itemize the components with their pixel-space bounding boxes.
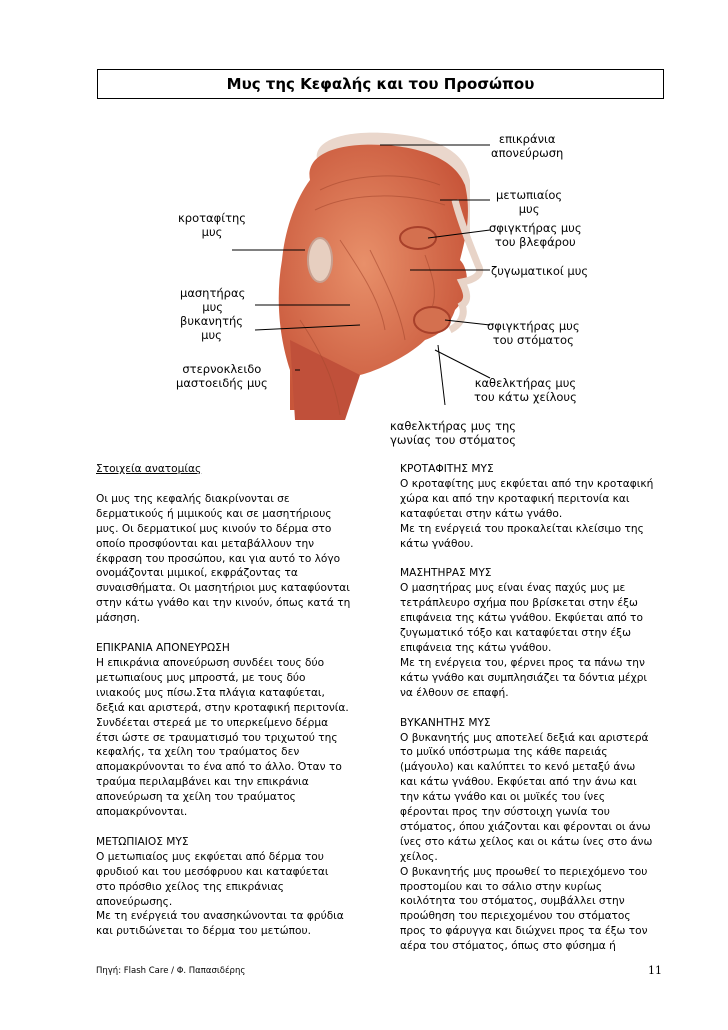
label-epikrania-aponeurosi: επικράνια απονεύρωση bbox=[491, 132, 564, 160]
mouth-orbit bbox=[414, 307, 450, 333]
label-krotafitis-mys: κροταφίτης μυς bbox=[178, 211, 247, 239]
label-zygomatikoi-mys: ζυγωματικοί μυς bbox=[491, 264, 589, 278]
text-line: κοιλότητα του στόματος, συμβάλλει στην bbox=[400, 895, 625, 908]
text-line: Ο μασητήρας μυς είναι ένας παχύς μυς με bbox=[400, 582, 626, 595]
text-line: δερματικούς ή μιμικούς και σε μασητήριους bbox=[96, 507, 332, 520]
text-line: ζυγωματικό τόξο και καταφύεται στην έξω bbox=[400, 627, 631, 640]
label-sfigktiras-vlefarou: σφιγκτήρας μυς του βλεφάρου bbox=[489, 221, 582, 249]
page-number: 11 bbox=[648, 964, 662, 977]
text-line: επιφάνεια της κάτω γνάθου. Εκφύεται από το bbox=[400, 612, 643, 625]
text-line: Με τη ενέργειά του προκαλείται κλείσιμο της bbox=[400, 522, 644, 535]
text-line: απομακρύνονται το ένα από το άλλο. Όταν το bbox=[96, 761, 342, 774]
text-line: χείλος. bbox=[400, 850, 438, 863]
text-line: φρυδιού και του μεσόφρυου και καταφύεται bbox=[96, 865, 329, 878]
label-sternokleidomastoeidis: στερνοκλειδο μαστοειδής μυς bbox=[176, 362, 268, 390]
text-line: προώθηση του περιεχομένου του στόματος bbox=[400, 910, 631, 923]
label-vykanitis-mys: βυκανητής μυς bbox=[180, 314, 244, 342]
title-box bbox=[97, 69, 664, 99]
text-line: μυς. Οι δερματικοί μυς κινούν το δέρμα στο bbox=[96, 522, 332, 535]
footer-source: Πηγή: Flash Care / Φ. Παπασιδέρης bbox=[96, 966, 246, 976]
text-line: ίνες στο κάτω χείλος και οι κάτω ίνες στο άνω bbox=[400, 835, 653, 848]
text-line: αέρα του στόματος, όπως στο φύσημα ή bbox=[400, 940, 616, 953]
label-metopiaios-mys: μετωπιαίος μυς bbox=[496, 188, 563, 216]
text-line: καταφύεται στην κάτω γνάθο. bbox=[400, 507, 563, 520]
text-line: Η επικράνια απονεύρωση συνδέει τους δύο bbox=[96, 656, 325, 669]
label-kathelktiras-xeilous: καθελκτήρας μυς του κάτω χείλους bbox=[474, 376, 577, 404]
text-line: προστομίου και το σάλιο στην κυρίως bbox=[400, 880, 603, 893]
text-line: οποίο προσφύονται και μεταβάλλουν την bbox=[96, 537, 315, 550]
text-line: και ρυτιδώνεται το δέρμα του μετώπου. bbox=[96, 925, 311, 938]
subsection-heading: ΕΠΙΚΡΑΝΙΑ ΑΠΟΝΕΥΡΩΣΗ bbox=[96, 642, 230, 655]
text-line: ινιακούς μυς πίσω.Στα πλάγια καταφύεται, bbox=[96, 686, 325, 699]
right-column bbox=[400, 462, 692, 954]
text-line: Με τη ενέργειά του ανασηκώνονται τα φρύδια bbox=[96, 910, 344, 923]
label-masitiras-mys: μασητήρας μυς bbox=[180, 286, 246, 314]
text-line: επιφάνεια της κάτω γνάθου. bbox=[400, 641, 552, 654]
text-line: τετράπλευρο σχήμα που βρίσκεται στην έξω bbox=[400, 597, 638, 610]
text-line: κεφαλής, τα χείλη του τραύματος δεν bbox=[96, 746, 300, 759]
text-line: (μάγουλο) και καλύπτει το κενό μεταξύ άνω bbox=[400, 761, 636, 774]
text-line: απονεύρωση τα χείλη του τραύματος bbox=[96, 791, 296, 804]
text-line: απομακρύνονται. bbox=[96, 806, 188, 819]
text-line: στο πρόσθιο χείλος της επικράνιας bbox=[96, 880, 284, 893]
text-line: Ο βυκανητής μυς αποτελεί δεξιά και αριστερά bbox=[400, 731, 649, 744]
text-line: συναισθήματα. Οι μασητήριοι μυς καταφύονται bbox=[96, 582, 350, 595]
text-line: μετωπιαίους μυς μπροστά, με τους δύο bbox=[96, 671, 306, 684]
text-line: Οι μυς της κεφαλής διακρίνονται σε bbox=[96, 492, 290, 505]
text-line: κάτω γνάθο και συμπλησιάζει τα δόντια μέχρι bbox=[400, 671, 648, 684]
text-line: Ο κροταφίτης μυς εκφύεται από την κροταφική bbox=[400, 477, 654, 490]
text-line: απονεύρωσης. bbox=[96, 895, 173, 908]
section-heading: Στοιχεία ανατομίας bbox=[96, 463, 202, 475]
ear bbox=[308, 238, 332, 282]
label-sfigktiras-stomatos: σφιγκτήρας μυς του στόματος bbox=[487, 319, 580, 347]
text-line: Ο βυκανητής μυς προωθεί το περιεχόμενο του bbox=[400, 865, 648, 878]
page-title: Μυς της Κεφαλής και του Προσώπου bbox=[226, 75, 535, 93]
text-line: μάσηση. bbox=[96, 612, 140, 625]
text-line: τραύμα περιλαμβάνει και την επικράνια bbox=[96, 776, 309, 789]
text-line: έτσι ώστε σε τραυματισμό του τριχωτού της bbox=[96, 731, 338, 744]
subsection-heading: ΜΕΤΩΠΙΑΙΟΣ ΜΥΣ bbox=[96, 835, 189, 848]
text-line: το μυϊκό υπόστρωμα της κάθε παρειάς bbox=[400, 746, 608, 759]
subsection-heading: ΜΑΣΗΤΗΡΑΣ ΜΥΣ bbox=[400, 567, 492, 580]
text-line: να έλθουν σε επαφή. bbox=[400, 686, 509, 699]
label-kathelktiras-gonias: καθελκτήρας μυς της γωνίας του στόματος bbox=[390, 419, 517, 447]
text-line: δεξιά και αριστερά, στην κροταφική περιτονία. bbox=[96, 701, 349, 714]
text-line: Συνδέεται στερεά με το υπερκείμενο δέρμα bbox=[96, 716, 329, 729]
text-line: στόματος, όπου χιάζονται και φέρονται οι άνω bbox=[400, 820, 651, 833]
subsection-heading: ΚΡΟΤΑΦΙΤΗΣ ΜΥΣ bbox=[400, 463, 494, 475]
text-line: Ο μετωπιαίος μυς εκφύεται από δέρμα του bbox=[96, 850, 324, 863]
text-line: κάτω γνάθου. bbox=[400, 537, 474, 550]
subsection-heading: ΒΥΚΑΝΗΤΗΣ ΜΥΣ bbox=[400, 716, 491, 729]
text-line: την κάτω γνάθο και οι μυϊκές του ίνες bbox=[400, 791, 606, 804]
text-line: στην κάτω γνάθο και την κινούν, όπως κατά τη bbox=[96, 597, 351, 610]
text-line: έκφραση του προσώπου, και για αυτό το λόγο bbox=[96, 552, 341, 565]
text-line: χώρα και από την κροταφική περιτονία και bbox=[400, 492, 630, 505]
left-column bbox=[96, 462, 381, 939]
text-line: ονομάζονται μιμικοί, εκφράζοντας τα bbox=[96, 567, 298, 580]
text-line: προς το φάρυγγα και διώχνει προς τα έξω τον bbox=[400, 925, 648, 938]
text-line: φέρονται προς την σύστοιχη γωνία του bbox=[400, 806, 610, 819]
text-line: Με τη ενέργεια του, φέρνει προς τα πάνω την bbox=[400, 656, 645, 669]
text-line: και κάτω γνάθου. Εκφύεται από την άνω και bbox=[400, 776, 637, 789]
